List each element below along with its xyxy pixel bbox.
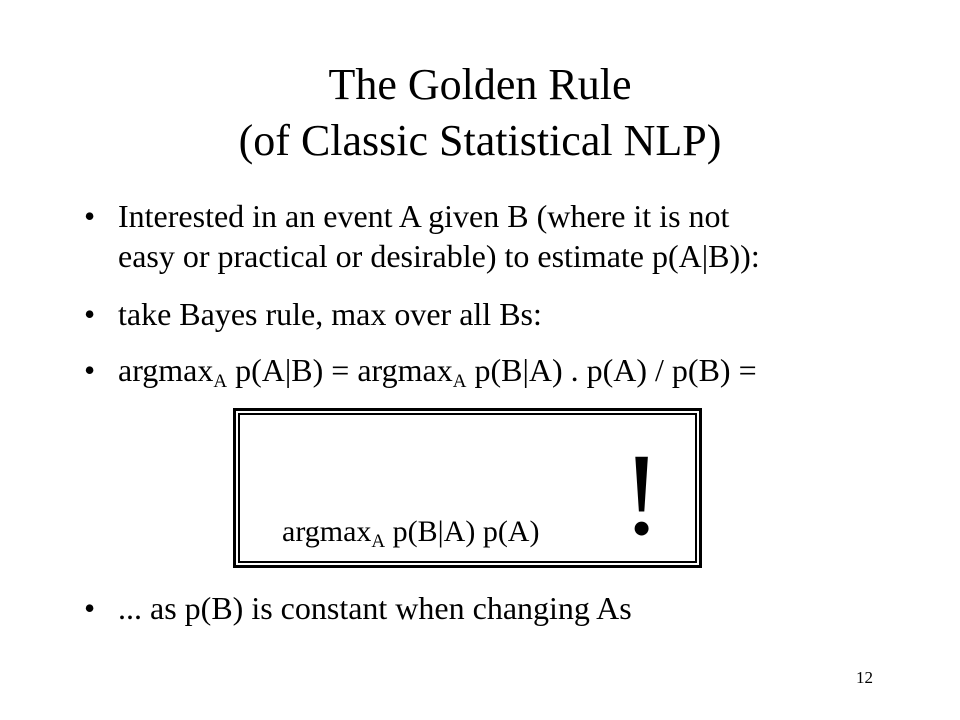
formula-text: p(B|A) . p(A) / p(B) =: [466, 352, 757, 388]
boxed-formula: [282, 512, 539, 552]
bullet-1-line-1: Interested in an event A given B (where it is not: [118, 198, 730, 234]
formula-text: p(B|A) p(A): [385, 515, 540, 548]
formula-subscript: A: [213, 371, 228, 392]
bullet-marker: •: [84, 296, 96, 332]
formula-argmax: argmax: [282, 515, 372, 548]
formula-subscript: A: [371, 531, 386, 552]
page-number: 12: [856, 668, 873, 687]
bullet-4: ... as p(B) is constant when changing As: [118, 590, 632, 626]
bullet-1-line-2: easy or practical or desirable) to estimate p(A|B)):: [118, 238, 760, 274]
formula-text: p(A|B) = argmax: [227, 352, 453, 388]
bullet-2: take Bayes rule, max over all Bs:: [118, 296, 542, 332]
bullet-marker: •: [84, 198, 96, 234]
bullet-marker: •: [84, 590, 96, 626]
slide-title: The Golden Rule: [328, 60, 632, 109]
exclamation-mark: !: [622, 429, 662, 560]
bullet-3-formula: [118, 350, 757, 390]
slide-subtitle: (of Classic Statistical NLP): [238, 116, 722, 165]
formula-subscript: A: [452, 371, 467, 392]
bullet-marker: •: [84, 352, 96, 388]
formula-argmax: argmax: [118, 352, 214, 388]
